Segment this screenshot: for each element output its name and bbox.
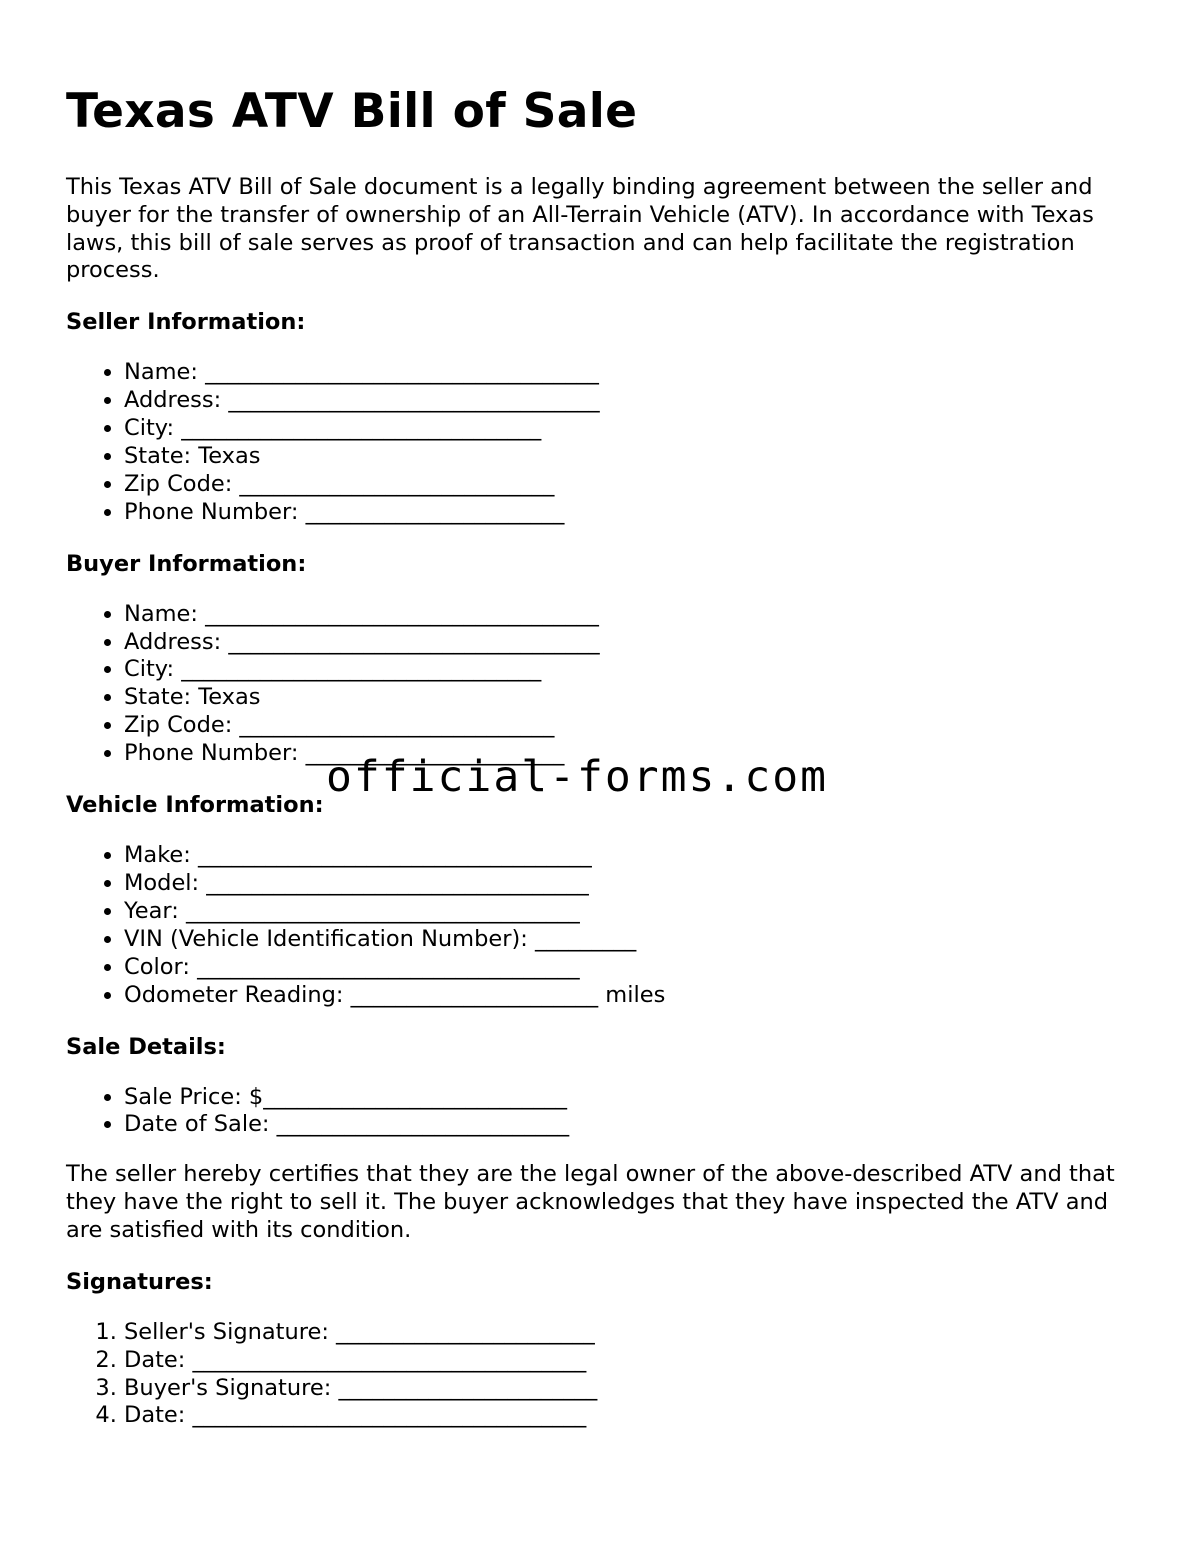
buyer-state-field: • State: Texas [124,684,1136,712]
watermark-text: official-forms.com [326,752,828,802]
sale-heading: Sale Details: [66,1033,226,1060]
vehicle-field-list [66,842,1136,1009]
seller-zip-field: • Zip Code: ____________________________ [124,471,1136,499]
buyer-zip-field: • Zip Code: ____________________________ [124,712,1136,740]
seller-state-field: • State: Texas [124,443,1136,471]
buyer-city-field: • City: ________________________________ [124,656,1136,684]
buyer-signature-date-field: 4. Date: ___________________________________ [124,1402,1136,1430]
seller-signature-date-field: 2. Date: ___________________________________ [124,1347,1136,1375]
vehicle-color-field: • Color: __________________________________ [124,954,1136,982]
vehicle-heading: Vehicle Information: [66,792,324,819]
buyer-address-field: • Address: _________________________________ [124,629,1136,657]
buyer-heading: Buyer Information: [66,550,307,577]
vehicle-odometer-field: • Odometer Reading: ______________________ miles [124,982,1136,1010]
vehicle-vin-field: • VIN (Vehicle Identification Number): _________ [124,926,1136,954]
seller-heading: Seller Information: [66,309,306,336]
buyer-signature-field: 3. Buyer's Signature: _______________________ [124,1375,1136,1403]
vehicle-model-field: • Model: __________________________________ [124,870,1136,898]
seller-name-field: • Name: ___________________________________ [124,359,1136,387]
seller-field-list [66,359,1136,526]
seller-phone-field: • Phone Number: _______________________ [124,499,1136,527]
buyer-name-field: • Name: ___________________________________ [124,601,1136,629]
certification-paragraph: The seller hereby certifies that they are the legal owner of the above-described ATV and that they have the right to sell it. The buyer acknowledges that they have inspected the ATV and are satisfied with its condition. [66,1161,1115,1243]
page-title: Texas ATV Bill of Sale [66,84,638,139]
seller-signature-field: 1. Seller's Signature: _______________________ [124,1319,1136,1347]
signatures-heading: Signatures: [66,1268,213,1295]
sale-date-field: • Date of Sale: __________________________ [124,1111,1136,1139]
vehicle-year-field: • Year: ___________________________________ [124,898,1136,926]
sale-field-list [66,1084,1136,1140]
document-page [66,0,1136,1430]
signature-field-list [66,1319,1136,1431]
buyer-field-list [66,601,1136,768]
vehicle-make-field: • Make: ___________________________________ [124,842,1136,870]
buyer-phone-field: • Phone Number: _______________________ [124,740,1136,768]
seller-address-field: • Address: _________________________________ [124,387,1136,415]
intro-paragraph: This Texas ATV Bill of Sale document is a legally binding agreement between the seller and buyer for the transfer of ownership of an All-Terrain Vehicle (ATV). In accordance with Texas laws, this bill of sale serves as proof of transaction and can help facilitate the registration process. [66,174,1094,284]
sale-price-field: • Sale Price: $___________________________ [124,1084,1136,1112]
seller-city-field: • City: ________________________________ [124,415,1136,443]
